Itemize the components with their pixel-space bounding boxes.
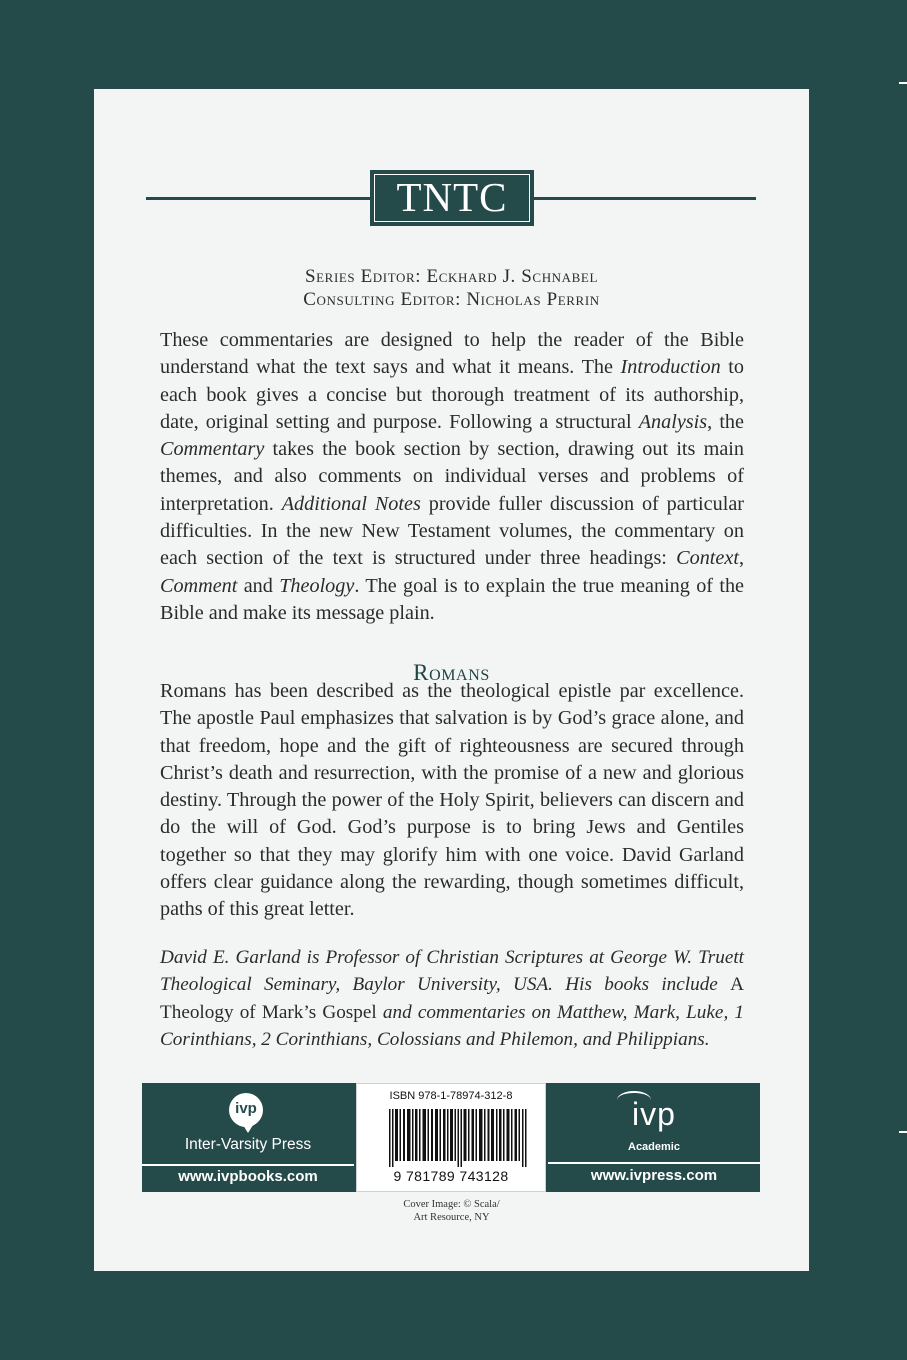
ivp-academic-label: Academic xyxy=(628,1141,680,1153)
book-description: Romans has been described as the theological epistle par excellence. The apostle Paul emphasizes that salvation is by God’s grace alone, and that freedom, hope and the gift of righteousness are secured through Christ’s death and resurrection, with the promise of a new and glorious destiny. Through the power of the Holy Spirit, believers can discern and do the will of God. God’s purpose is to bring Jews and Gentiles together so that they may glorify him with one voice. David Garland offers clear guidance along the rewarding, though sometimes difficult, paths of this great letter. xyxy=(160,680,744,921)
author-bio xyxy=(160,944,744,1053)
intro-emphasis: Additional Notes xyxy=(281,492,421,515)
intro-text: provide fuller discussion of particular difficulties. In the new New Testament volumes, the commentary on each section of the text is structured under three headings: xyxy=(160,492,744,570)
ivp-badge-icon: ivp xyxy=(229,1093,263,1127)
publisher-url: www.ivpbooks.com xyxy=(178,1168,318,1185)
trim-mark xyxy=(899,82,907,84)
header-rule-right xyxy=(534,197,756,200)
intro-text: to each book gives a concise but thorough treatment of its authorship, date, original setting and purpose. Following a structural xyxy=(160,356,745,433)
footer-divider xyxy=(548,1162,760,1164)
intro-text: and xyxy=(237,574,280,597)
intro-emphasis: Comment xyxy=(160,574,238,597)
credit-line-1: Cover Image: © Scala/ xyxy=(403,1199,500,1210)
bio-text: David E. Garland is Professor of Christian Scriptures at George W. Truett Theological Seminary, Baylor University, USA. His books include xyxy=(160,947,744,996)
intro-emphasis: Analysis xyxy=(638,410,708,433)
series-editor: Series Editor: Eckhard J. Schnabel xyxy=(304,266,599,287)
series-description xyxy=(160,327,744,627)
ivp-academic-logo: ivp xyxy=(632,1096,676,1132)
academic-url: www.ivpress.com xyxy=(590,1167,718,1184)
back-cover-panel xyxy=(94,89,809,1271)
trim-mark xyxy=(899,1131,907,1133)
publisher-footer xyxy=(142,1083,760,1192)
barcode-digits: 9 781789 743128 xyxy=(393,1168,509,1184)
series-logo-box xyxy=(370,170,534,226)
editors-block xyxy=(94,265,809,311)
series-logo-text: TNTC xyxy=(374,174,530,222)
intro-emphasis: Introduction xyxy=(620,356,721,379)
consulting-editor: Consulting Editor: Nicholas Perrin xyxy=(303,289,600,310)
publisher-name: Inter-Varsity Press xyxy=(184,1136,312,1153)
intro-text: These commentaries are designed to help the reader of the Bible understand what the text says and what it means. The xyxy=(160,329,744,379)
intro-text: , xyxy=(738,547,744,570)
ivp-academic-block xyxy=(548,1083,760,1192)
header-rule-left xyxy=(146,197,371,200)
credit-line-2: Art Resource, NY xyxy=(413,1212,490,1223)
bio-text: and commentaries on Matthew, Mark, Luke, 1 Corinthians, 2 Corinthians, Colossians and Philemon, and Philippians. xyxy=(160,1001,744,1050)
intro-text: takes the book section by section, drawing out its main themes, and also comments on individual verses and problems of interpretation. xyxy=(160,438,744,515)
ivp-publisher-block xyxy=(142,1083,354,1192)
barcode-icon xyxy=(389,1109,529,1167)
intro-text: , the xyxy=(707,410,744,433)
intro-text: . The goal is to explain the true meaning of the Bible and make its message plain. xyxy=(160,574,744,624)
isbn-barcode xyxy=(356,1083,546,1192)
intro-emphasis: Context xyxy=(676,547,739,570)
intro-emphasis: Commentary xyxy=(160,438,265,461)
footer-divider xyxy=(142,1164,354,1166)
bio-book-title: A Theology of Mark’s Gospel xyxy=(160,974,744,1023)
isbn-label: ISBN 978-1-78974-312-8 xyxy=(389,1090,513,1102)
cover-image-credit xyxy=(94,1198,809,1224)
intro-emphasis: Theology xyxy=(279,574,355,597)
book-title: Romans xyxy=(413,660,490,685)
